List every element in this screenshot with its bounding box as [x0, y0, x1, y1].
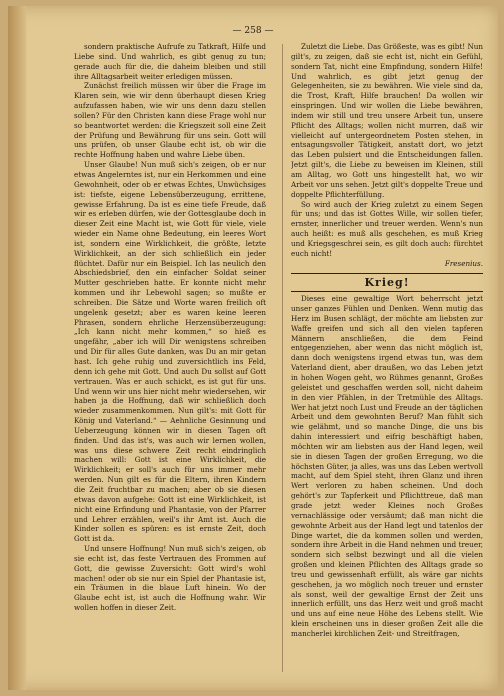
page-number: — 258 — [232, 26, 274, 36]
paragraph: So wird auch der Krieg zuletzt zu einem Segen für uns; und das ist Gottes Wille, wir sollen tiefer, ernster, innerlicher und treuer werden. Wenn's nun auch heißt: es muß alls geschehen, es muß Krieg und Kriegsgeschrei sein, es gilt doch auch: fürchtet euch nicht! [291, 199, 483, 258]
right-column [291, 42, 483, 682]
book-spine [8, 6, 26, 690]
paragraph: sondern praktische Aufrufe zu Tatkraft, Hilfe und Liebe sind. Und wahrlich, es gibt genug zu tun; gerade auch für die, die daheim bleiben und still ihre Alltagsarbeit weiter erledigen müssen. [74, 42, 266, 81]
paragraph: Zunächst freilich müssen wir über die Frage im Klaren sein, wie wir denn überhaupt diesen Krieg aufzufassen haben, wie wir uns denn dazu stellen sollen? Für den Christen kann diese Frage wohl nur so beantwortet werden: die Kriegszeit soll eine Zeit der Prüfung und Bewährung für uns sein. Gott will uns prüfen, ob unser Glaube echt ist, ob wir die rechte Hoffnung haben und wahre Liebe üben. [74, 81, 266, 160]
paragraph: Zuletzt die Liebe. Das Größeste, was es gibt! Nun gilt's, zu zeigen, daß sie echt ist, nicht ein Gefühl, sondern Tat, nicht eine Empfindung, sondern Hilfe! Und wahrlich, es gibt jetzt genug der Gelegenheiten, sie zu bewähren. Wie viele sind da, die Trost, Kraft, Hilfe brauchen! Da wollen wir einspringen. Und wir wollen die Liebe bewähren, indem wir still und treu unsere Arbeit tun, unsere Pflicht des Alltags; wollen nicht murren, daß wir vielleicht auf untergeordnetem Posten stehen, in entsagungsvoller Tätigkeit, anstatt dort, wo jetzt das Leben pulsiert und die Entscheidungen fallen. Jetzt gilt's, die Liebe zu beweisen im Kleinen, still am Alltag, wo Gott uns hingestellt hat, wo wir Arbeit vor uns sehen. Jetzt gilt's doppelte Treue und doppelte Pflichterfüllung. [291, 42, 483, 199]
author-signature: Fresenius. [444, 258, 483, 268]
section-heading: Krieg! [364, 276, 410, 290]
book-page [8, 6, 498, 690]
heading-rule-top [291, 273, 483, 274]
column-divider [282, 44, 283, 672]
left-column [74, 42, 266, 682]
paragraph: Unser Glaube! Nun muß sich's zeigen, ob er nur etwas Angelerntes ist, nur ein Herkommen und eine Gewohnheit, oder ob er etwas Echtes, Unwüchsiges ist: tiefste, eigene Lebensüberzeugung, errittene, gewisse Erfahrung. Da ist es eine tiefe Freude, daß wir es erleben dürfen, wie der Gottesglaube doch in dieser Zeit eine Macht ist, wie Gott für viele, viele wieder ein Name ohne Bedeutung, ein leeres Wort ist, sondern eine Wirklichkeit, die größte, letzte Wirklichkeit, an der sich schließlich ein jeder flüchtet. Dafür nur ein Beispiel. Ich las neulich den Abschiedsbrief, den ein einfacher Soldat seiner Mutter geschrieben hatte. Er konnte nicht mehr kommen und ihr Lebewohl sagen; so mußte er schreiben. Die Sätze und Worte waren freilich oft ungelenk gesetzt; aber es waren keine leeren Phrasen, sondern ehrliche Herzensüberzeugung: „Ich kann nicht mehr kommen,“ so hieß es ungefähr, „aber ich will Dir wenigstens schreiben und Dir für alles Gute danken, was Du an mir getan hast. Ich gehe ruhig und zuversichtlich ins Feld, denn ich gehe mit Gott. Und auch Du sollst auf Gott vertrauen. Was er auch schickt, es ist gut für uns. Und wenn wir uns hier nicht mehr wiedersehen, wir haben ja die Hoffnung, daß wir schließlich doch wieder zusammenkommen. Nun gilt's: mit Gott für König und Vaterland.“ — Aehnliche Gesinnung und Ueberzeugung können wir in diesen Tagen oft finden. Und das ist's, was auch wir lernen wollen, was uns diese schwere Zeit recht eindringlich machen will: Gott ist eine Wirklichkeit, die Wirklichkeit; er soll's auch für uns immer mehr werden. Nun gilt es für die Eltern, ihren Kindern die Zeit fruchtbar zu machen; aber ob sie diesen etwas davon aufgehe: Gott ist eine Wirklichkeit, ist nicht eine Erfindung und Phantasie, von der Pfarrer und Lehrer erzählen, weil's ihr Amt ist. Auch die Kinder sollen es spüren: es ist ernste Zeit, doch Gott ist da. [74, 160, 266, 544]
heading-rule-bottom [291, 291, 483, 292]
paragraph: Dieses eine gewaltige Wort beherrscht jetzt unser ganzes Fühlen und Denken. Wenn mutig das Herz im Busen schlägt, der möchte am liebsten zur Waffe greifen und sich all den vielen tapferen Männern anschließen, die dem Feind entgegenziehen, aber wenn das nicht möglich ist, dann doch wenigstens irgend etwas tun, was dem Vaterland dient, aber draußen, wo das Leben jetzt in hohen Wogen geht, wo Rühmes genannt, Großes geleistet und geschaffen werden soll, nicht daheim in den vier Pfählen, in der Tretmühle des Alltags. Wer hat jetzt noch Lust und Freude an der täglichen Arbeit und dem gewohnten Beruf? Man fühlt sich wie gelähmt, und so manche Dinge, die uns bis dahin interessiert und eifrig beschäftigt haben, möchten wir am liebsten aus der Hand legen, weil sie in diesen Tagen der großen Erregung, wo die höchsten Güter, ja alles, was uns das Leben wertvoll macht, auf dem Spiel steht, ihren Glanz und ihren Wert verloren zu haben scheinen. Und doch gehört's zur Tapferkeit und Pflichttreue, daß man grade jetzt weder Kleines noch Großes vernachlässige oder versäumt; daß man nicht die gewohnte Arbeit aus der Hand legt und tatenlos der Dinge wartet, die da kommen sollen und werden, sondern ihre Arbeit in die Hand nehmen und treuer, sondern sich selbst bezwingt und all die vielen großen und kleinen Pflichten des Alltags grade so treu und gewissenhaft erfüllt, als wäre gar nichts geschehen, ja wo möglich noch treuer und ernster als sonst, weil der gewaltige Ernst der Zeit uns innerlich erfüllt, uns das Herz weit und groß macht und uns auf eine neue Höhe des Lebens stellt. Wie klein erscheinen uns in dieser großen Zeit alle die mancherlei kirchlichen Zeit- und Streitfragen, [291, 294, 483, 638]
paragraph: Und unsere Hoffnung! Nun muß sich's zeigen, ob sie echt ist, das feste Vertrauen des Frommen auf Gott, die gewisse Zuversicht: Gott wird's wohl machen! oder ob sie nur ein Spiel der Phantasie ist, ein Träumen in die blaue Luft hinein. Wo der Glaube echt ist, ist auch die Hoffnung wahr. Wir wollen hoffen in dieser Zeit. [74, 544, 266, 613]
